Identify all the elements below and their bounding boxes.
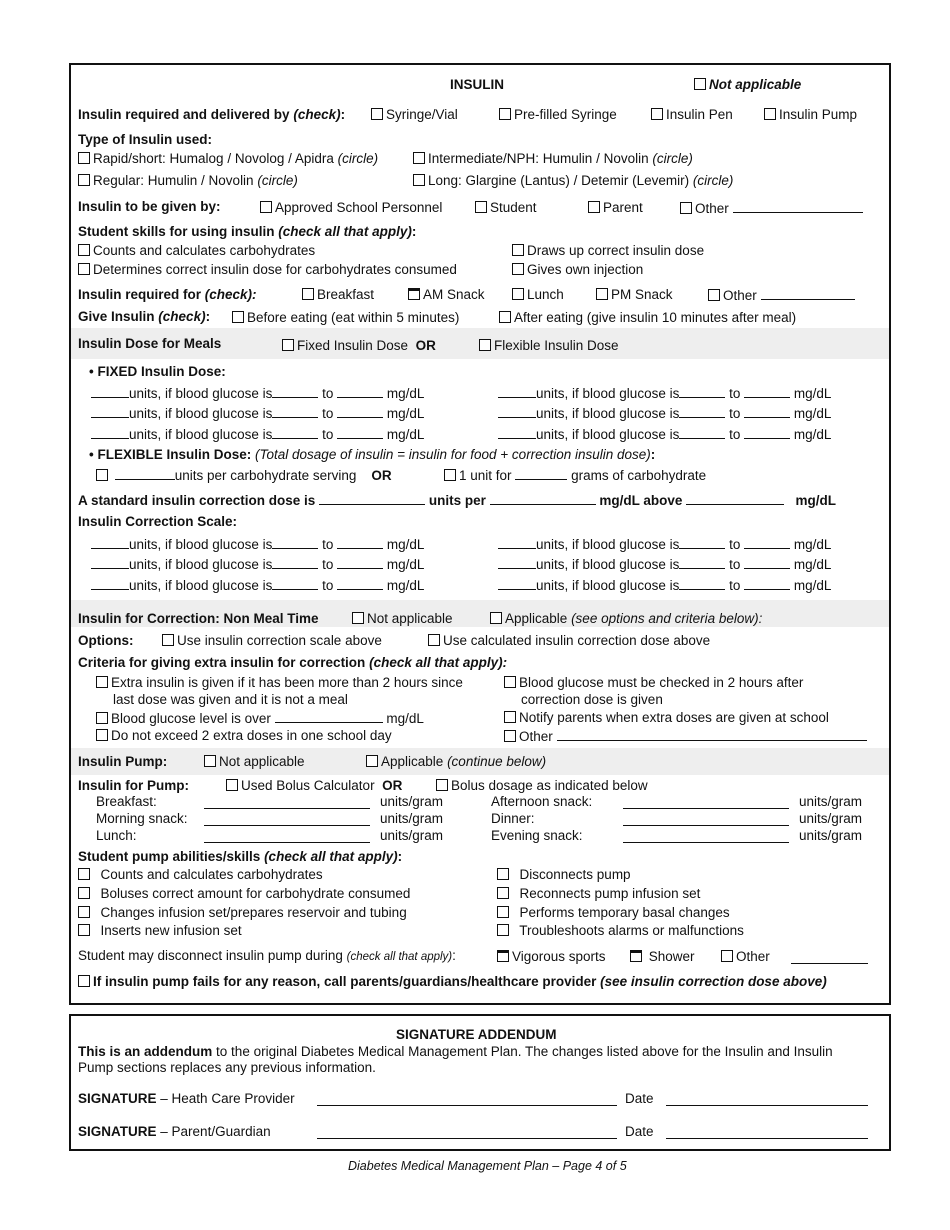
required-for-label: Insulin required for (check):	[78, 287, 257, 302]
fixed-dose-row[interactable]: units, if blood glucose is to mg/dL	[498, 405, 831, 422]
page-footer: Diabetes Medical Management Plan – Page 4 of 5	[348, 1159, 627, 1173]
ability-boluses[interactable]: Boluses correct amount for carbohydrate consumed	[78, 886, 410, 902]
ability-reconnects[interactable]: Reconnects pump infusion set	[497, 886, 700, 902]
give-before[interactable]: Before eating (eat within 5 minutes)	[232, 310, 459, 326]
given-by-personnel[interactable]: Approved School Personnel	[260, 200, 442, 216]
nonmeal-label: Insulin for Correction: Non Meal Time	[78, 611, 319, 626]
pump-evening-label: Evening snack:	[491, 828, 583, 843]
type-intermediate[interactable]: Intermediate/NPH: Humulin / Novolin (circle)	[413, 151, 693, 167]
delivery-syringe[interactable]: Syringe/Vial	[371, 107, 458, 123]
pump-evening-input[interactable]	[623, 842, 789, 843]
criteria-label: Criteria for giving extra insulin for correction (check all that apply):	[78, 655, 508, 670]
disconnect-shower[interactable]: Shower	[630, 949, 695, 965]
delivery-pump[interactable]: Insulin Pump	[764, 107, 857, 123]
fixed-dose-row[interactable]: units, if blood glucose is to mg/dL	[91, 426, 424, 443]
fixed-dose-label: • FIXED Insulin Dose:	[89, 364, 226, 379]
flexible-one-unit[interactable]: 1 unit for grams of carbohydrate	[444, 467, 706, 484]
meals-label: Insulin Dose for Meals	[78, 336, 222, 351]
signature-title: SIGNATURE ADDENDUM	[396, 1027, 557, 1042]
criteria-bg-over[interactable]: Blood glucose level is over mg/dL	[96, 710, 424, 727]
pump-afternoon-input[interactable]	[623, 808, 789, 809]
scale-dose-row[interactable]: units, if blood glucose is to mg/dL	[91, 536, 424, 553]
pump-morning-input[interactable]	[204, 825, 370, 826]
not-applicable-checkbox[interactable]	[694, 78, 706, 90]
ability-changes[interactable]: Changes infusion set/prepares reservoir and tubing	[78, 905, 407, 921]
insulin-not-applicable[interactable]: Not applicable	[694, 77, 801, 93]
required-breakfast[interactable]: Breakfast	[302, 287, 374, 303]
given-by-parent[interactable]: Parent	[588, 200, 643, 216]
ability-troubleshoots[interactable]: Troubleshoots alarms or malfunctions	[497, 923, 744, 939]
required-lunch[interactable]: Lunch	[512, 287, 564, 303]
addendum-line-1: This is an addendum to the original Diabetes Medical Management Plan. The changes listed above for the Insulin and Insulin	[78, 1044, 833, 1059]
criteria-other[interactable]: Other	[504, 728, 867, 745]
abilities-label: Student pump abilities/skills (check all that apply):	[78, 849, 403, 864]
required-pm-snack[interactable]: PM Snack	[596, 287, 673, 303]
pump-not-applicable[interactable]: Not applicable	[204, 754, 305, 770]
ability-inserts[interactable]: Inserts new infusion set	[78, 923, 242, 939]
pump-unit-4: units/gram	[799, 794, 863, 809]
nonmeal-applicable[interactable]: Applicable (see options and criteria below):	[490, 611, 762, 627]
given-by-student[interactable]: Student	[475, 200, 537, 216]
fixed-dose-row[interactable]: units, if blood glucose is to mg/dL	[91, 405, 424, 422]
skills-label: Student skills for using insulin (check all that apply):	[78, 224, 417, 239]
disconnect-other[interactable]: Other	[721, 949, 770, 965]
criteria-notify[interactable]: Notify parents when extra doses are given at school	[504, 710, 829, 726]
sig-provider-label: SIGNATURE – Heath Care Provider	[78, 1091, 295, 1106]
pump-applicable[interactable]: Applicable (continue below)	[366, 754, 546, 770]
pump-lunch-label: Lunch:	[96, 828, 137, 843]
criteria-2-hours[interactable]: Extra insulin is given if it has been more than 2 hours since	[96, 675, 463, 691]
type-regular[interactable]: Regular: Humulin / Novolin (circle)	[78, 173, 298, 189]
fixed-dose-row[interactable]: units, if blood glucose is to mg/dL	[498, 385, 831, 402]
fixed-dose-row[interactable]: units, if blood glucose is to mg/dL	[498, 426, 831, 443]
meals-fixed[interactable]: Fixed Insulin Dose OR	[282, 338, 436, 354]
correction-dose-row: A standard insulin correction dose is units per mg/dL above mg/dL	[78, 493, 836, 508]
sig-provider-input[interactable]	[317, 1105, 617, 1106]
delivery-row: Insulin required and delivered by (check):	[78, 107, 346, 122]
criteria-check-2-hours-cont: correction dose is given	[521, 692, 663, 707]
scale-dose-row[interactable]: units, if blood glucose is to mg/dL	[498, 536, 831, 553]
type-long[interactable]: Long: Glargine (Lantus) / Detemir (Levemir) (circle)	[413, 173, 733, 189]
give-after[interactable]: After eating (give insulin 10 minutes after meal)	[499, 310, 796, 326]
criteria-2-hours-cont: last dose was given and it is not a meal	[113, 692, 348, 707]
pump-bolus-calc[interactable]: Used Bolus Calculator OR	[226, 778, 402, 794]
pump-dinner-input[interactable]	[623, 825, 789, 826]
skill-draws[interactable]: Draws up correct insulin dose	[512, 243, 704, 259]
given-by-other[interactable]: Other	[680, 200, 863, 217]
flexible-dose-label: • FLEXIBLE Insulin Dose: (Total dosage of insulin = insulin for food + correction insulin dose):	[89, 447, 656, 462]
pump-unit-1: units/gram	[380, 794, 444, 809]
type-label: Type of Insulin used:	[78, 132, 213, 147]
pump-lunch-input[interactable]	[204, 842, 370, 843]
option-scale[interactable]: Use insulin correction scale above	[162, 633, 382, 649]
delivery-pen[interactable]: Insulin Pen	[651, 107, 733, 123]
sig-parent-date-label: Date	[625, 1124, 654, 1139]
pump-breakfast-label: Breakfast:	[96, 794, 157, 809]
skill-gives[interactable]: Gives own injection	[512, 262, 643, 278]
give-label: Give Insulin (check):	[78, 309, 211, 324]
scale-dose-row[interactable]: units, if blood glucose is to mg/dL	[498, 577, 831, 594]
pump-unit-2: units/gram	[380, 811, 444, 826]
pump-dinner-label: Dinner:	[491, 811, 535, 826]
disconnect-label: Student may disconnect insulin pump during (check all that apply):	[78, 948, 456, 963]
disconnect-sports[interactable]: Vigorous sports	[497, 949, 606, 965]
ability-counts[interactable]: Counts and calculates carbohydrates	[78, 867, 323, 883]
option-calculated[interactable]: Use calculated insulin correction dose above	[428, 633, 710, 649]
insulin-for-pump-label: Insulin for Pump:	[78, 778, 189, 793]
sig-parent-input[interactable]	[317, 1138, 617, 1139]
type-rapid[interactable]: Rapid/short: Humalog / Novolog / Apidra (circle)	[78, 151, 378, 167]
correction-scale-label: Insulin Correction Scale:	[78, 514, 238, 529]
pump-label: Insulin Pump:	[78, 754, 168, 769]
scale-dose-row[interactable]: units, if blood glucose is to mg/dL	[498, 556, 831, 573]
sig-parent-date-input[interactable]	[666, 1138, 868, 1139]
given-by-label: Insulin to be given by:	[78, 199, 221, 214]
required-other[interactable]: Other	[708, 287, 855, 304]
pump-unit-3: units/gram	[380, 828, 444, 843]
sig-provider-date-label: Date	[625, 1091, 654, 1106]
ability-basal[interactable]: Performs temporary basal changes	[497, 905, 730, 921]
criteria-max-doses[interactable]: Do not exceed 2 extra doses in one school day	[96, 728, 392, 744]
disconnect-other-input[interactable]	[791, 963, 868, 964]
flexible-units-per[interactable]: units per carbohydrate serving OR	[96, 467, 392, 484]
meals-flexible[interactable]: Flexible Insulin Dose	[479, 338, 619, 354]
addendum-line-2: Pump sections replaces any previous information.	[78, 1060, 376, 1075]
scale-dose-row[interactable]: units, if blood glucose is to mg/dL	[91, 556, 424, 573]
required-am-snack[interactable]: AM Snack	[408, 287, 485, 303]
scale-dose-row[interactable]: units, if blood glucose is to mg/dL	[91, 577, 424, 594]
pump-breakfast-input[interactable]	[204, 808, 370, 809]
delivery-prefilled[interactable]: Pre-filled Syringe	[499, 107, 617, 123]
ability-disconnects[interactable]: Disconnects pump	[497, 867, 631, 883]
sig-parent-label: SIGNATURE – Parent/Guardian	[78, 1124, 271, 1139]
pump-morning-label: Morning snack:	[96, 811, 188, 826]
criteria-check-2-hours[interactable]: Blood glucose must be checked in 2 hours after	[504, 675, 803, 691]
fixed-dose-row[interactable]: units, if blood glucose is to mg/dL	[91, 385, 424, 402]
skill-determines[interactable]: Determines correct insulin dose for carbohydrates consumed	[78, 262, 457, 278]
skill-counts[interactable]: Counts and calculates carbohydrates	[78, 243, 315, 259]
insulin-title: INSULIN	[450, 77, 504, 92]
pump-bolus-dosage[interactable]: Bolus dosage as indicated below	[436, 778, 648, 794]
sig-provider-date-input[interactable]	[666, 1105, 868, 1106]
options-label: Options:	[78, 633, 134, 648]
pump-unit-6: units/gram	[799, 828, 863, 843]
nonmeal-not-applicable[interactable]: Not applicable	[352, 611, 453, 627]
pump-afternoon-label: Afternoon snack:	[491, 794, 593, 809]
pump-unit-5: units/gram	[799, 811, 863, 826]
pump-fails-row[interactable]: If insulin pump fails for any reason, call parents/guardians/healthcare provider (see insulin correction dose above)	[78, 974, 827, 990]
